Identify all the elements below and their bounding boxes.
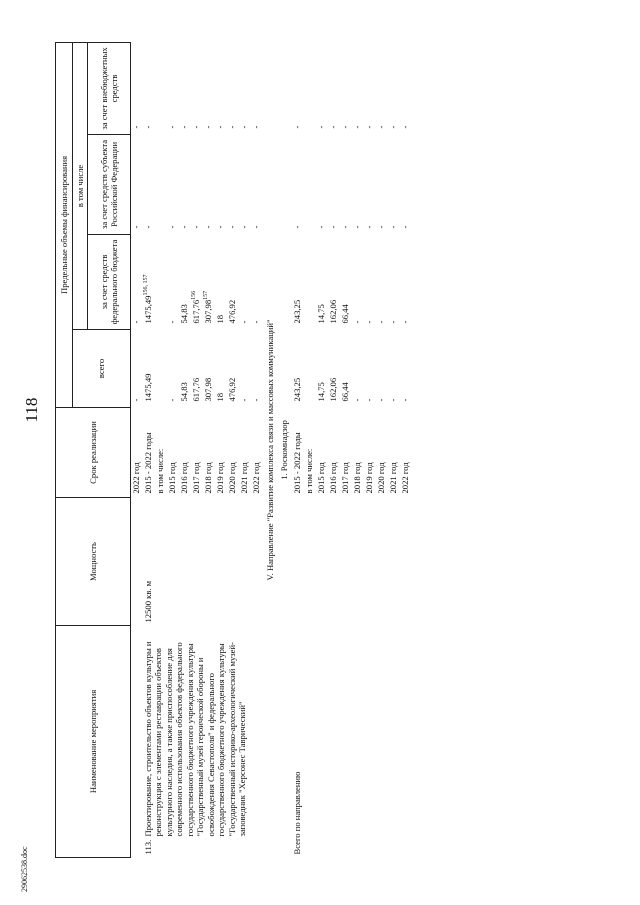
empty-cell	[352, 497, 364, 857]
header-subject: за счет средств субъекта Российской Федерации	[88, 134, 131, 234]
total-value: 307,98	[202, 377, 213, 402]
row-number	[131, 840, 143, 858]
financing-table	[55, 42, 412, 858]
period-value: 2021 год	[387, 462, 398, 494]
page-number: 118	[22, 397, 41, 423]
header-federal: за счет средств федерального бюджета	[88, 234, 131, 329]
total-value: -	[166, 398, 177, 402]
total-value: -	[238, 398, 249, 402]
total-value: 162,06	[327, 377, 338, 402]
federal-value: -	[250, 320, 261, 324]
table-row	[304, 42, 316, 857]
extra-value: -	[351, 125, 362, 129]
empty-cell	[364, 497, 376, 857]
period-value: 2017 год	[339, 462, 350, 494]
federal-value	[155, 234, 167, 329]
extra-value: -	[363, 125, 374, 129]
header-limits: Предельные объемы финансирования	[56, 42, 73, 407]
document-code: 29062538.doc	[20, 846, 29, 892]
extra-value: -	[178, 125, 189, 129]
total-value: -	[351, 398, 362, 402]
total-value: 14,75	[315, 382, 326, 402]
period-value: 2022 год	[399, 462, 410, 494]
federal-value: -	[166, 320, 177, 324]
period-value: 2020 год	[375, 462, 386, 494]
period-value: 2015 год	[315, 462, 326, 494]
federal-value	[304, 234, 316, 329]
federal-value: -	[375, 320, 386, 324]
period-value: 2020 год	[226, 462, 237, 494]
subject-value: -	[339, 225, 350, 229]
federal-value: 243,25	[291, 299, 302, 324]
federal-value: -	[238, 320, 249, 324]
subject-value: -	[142, 225, 153, 229]
total-value: 18	[214, 392, 225, 402]
footnote-marker: 156	[190, 290, 197, 300]
subject-value: -	[238, 225, 249, 229]
subject-value: -	[351, 225, 362, 229]
extra-value: -	[214, 125, 225, 129]
federal-value: 476,92	[226, 299, 237, 324]
power-value	[131, 497, 143, 625]
extra-value: -	[238, 125, 249, 129]
federal-value: -	[351, 320, 362, 324]
power-value: 12500 кв. м	[142, 580, 153, 623]
empty-cell	[340, 497, 352, 857]
total-value: 1475,49	[142, 373, 153, 402]
table-row	[352, 42, 364, 857]
extra-value: -	[339, 125, 350, 129]
total-value: 617,76	[190, 377, 201, 402]
table-row	[400, 42, 412, 857]
table-row	[364, 42, 376, 857]
total-value: -	[363, 398, 374, 402]
extra-value: -	[250, 125, 261, 129]
extra-value: -	[190, 125, 201, 129]
federal-value-value: 1475,49	[142, 295, 153, 324]
total-value	[304, 329, 316, 407]
header-name: Наименование мероприятия	[56, 625, 131, 857]
extra-value: -	[291, 125, 302, 129]
federal-value: -	[387, 320, 398, 324]
table-row	[292, 42, 304, 857]
subject-value	[155, 134, 167, 234]
header-including: в том числе	[73, 42, 88, 329]
federal-value: -	[399, 320, 410, 324]
measure-name	[131, 625, 143, 839]
subject-value: -	[363, 225, 374, 229]
extra-value	[304, 42, 316, 134]
measure-name: Проектирование, строительство объектов культуры и реконструкция с элементами реставрации объектов культурного наследия, а также приспособление для современного использования объектов федерального государственного бюджетного учреждения культуры "Государственный музей героической обороны и освобождения Севастополя" и федерального государственного бюджетного учреждения культуры "Государственный историко-археологический музей-заповедник "Херсонес Таврический"	[142, 641, 247, 837]
subject-value: -	[315, 225, 326, 229]
subject-value: -	[375, 225, 386, 229]
subject-value: -	[387, 225, 398, 229]
federal-value	[143, 234, 155, 329]
extra-value: -	[327, 125, 338, 129]
period-value: 2016 год	[178, 462, 189, 494]
table-row	[143, 42, 155, 857]
period-value: 2015 год	[166, 462, 177, 494]
footnote-marker: 157	[202, 290, 209, 300]
subject-value: -	[190, 225, 201, 229]
subject-value: -	[178, 225, 189, 229]
federal-value-value: 307,98	[202, 299, 213, 324]
extra-value: -	[142, 125, 153, 129]
table-body-item-113	[131, 42, 263, 857]
subject-value: -	[214, 225, 225, 229]
header-period: Срок реализации	[56, 407, 131, 497]
period-value: 2016 год	[327, 462, 338, 494]
total-value: 243,25	[291, 377, 302, 402]
extra-value: -	[202, 125, 213, 129]
extra-value: -	[315, 125, 326, 129]
empty-cell	[316, 497, 328, 857]
row-number: 113.	[142, 839, 153, 855]
table-row	[388, 42, 400, 857]
total-label: Всего по направлению	[291, 771, 302, 855]
total-value	[155, 329, 167, 407]
period-value: 2015 - 2022 годы	[142, 432, 153, 494]
period-value: 2017 год	[190, 462, 201, 494]
subject-value: -	[166, 225, 177, 229]
table-row	[340, 42, 352, 857]
table-row	[328, 42, 340, 857]
extra-value: -	[226, 125, 237, 129]
period-value: 2022 год	[131, 462, 141, 494]
period-value: 2015 - 2022 годы	[291, 432, 302, 494]
period-value: 2021 год	[238, 462, 249, 494]
header-extra: за счет внебюджетных средств	[88, 42, 131, 134]
subject-value: -	[291, 225, 302, 229]
table-body-section-total	[292, 42, 412, 857]
extra-value: -	[166, 125, 177, 129]
extra-value: -	[131, 125, 141, 129]
federal-value: -	[131, 320, 141, 324]
empty-cell	[388, 497, 400, 857]
federal-value: -	[363, 320, 374, 324]
federal-value: 54,83	[178, 304, 189, 324]
total-value: -	[387, 398, 398, 402]
table-row	[131, 42, 143, 857]
header-power: Мощность	[56, 497, 131, 625]
table-row	[316, 42, 328, 857]
subsection-title: 1. Роскомнадзор	[279, 420, 289, 480]
subject-value: -	[399, 225, 410, 229]
footnote-marker: 156, 157	[142, 274, 149, 296]
extra-value: -	[399, 125, 410, 129]
section-block	[263, 42, 292, 857]
empty-cell	[304, 497, 316, 857]
federal-value	[203, 234, 215, 329]
section-title: V. Направление "Развитие комплекса связи и массовых коммуникаций"	[264, 319, 275, 581]
federal-value: 14,75	[315, 304, 326, 324]
total-value: 54,83	[178, 382, 189, 402]
rotated-table-page	[55, 43, 575, 858]
empty-cell	[328, 497, 340, 857]
extra-value	[155, 42, 167, 134]
total-value: -	[375, 398, 386, 402]
period-value: в том числе:	[303, 448, 314, 494]
federal-value	[191, 234, 203, 329]
subject-value: -	[250, 225, 261, 229]
federal-value: 162,06	[327, 299, 338, 324]
header-total: всего	[73, 329, 131, 407]
total-value: 476,92	[226, 377, 237, 402]
table-row	[376, 42, 388, 857]
period-value: 2018 год	[351, 462, 362, 494]
empty-cell	[400, 497, 412, 857]
period-value: 2022 год	[250, 462, 261, 494]
total-value: -	[399, 398, 410, 402]
total-value: 66,44	[339, 382, 350, 402]
period-value: 2018 год	[202, 462, 213, 494]
extra-value: -	[375, 125, 386, 129]
federal-value-value: 617,76	[190, 299, 201, 324]
empty-cell	[376, 497, 388, 857]
subject-value	[304, 134, 316, 234]
subject-value: -	[226, 225, 237, 229]
federal-value: 66,44	[339, 304, 350, 324]
subject-value: -	[202, 225, 213, 229]
federal-value: 18	[214, 314, 225, 324]
total-value: -	[250, 398, 261, 402]
period-value: в том числе:	[154, 448, 165, 494]
subject-value: -	[327, 225, 338, 229]
subject-value: -	[131, 225, 141, 229]
extra-value: -	[387, 125, 398, 129]
total-value: -	[131, 398, 141, 402]
period-value: 2019 год	[214, 462, 225, 494]
period-value: 2019 год	[363, 462, 374, 494]
